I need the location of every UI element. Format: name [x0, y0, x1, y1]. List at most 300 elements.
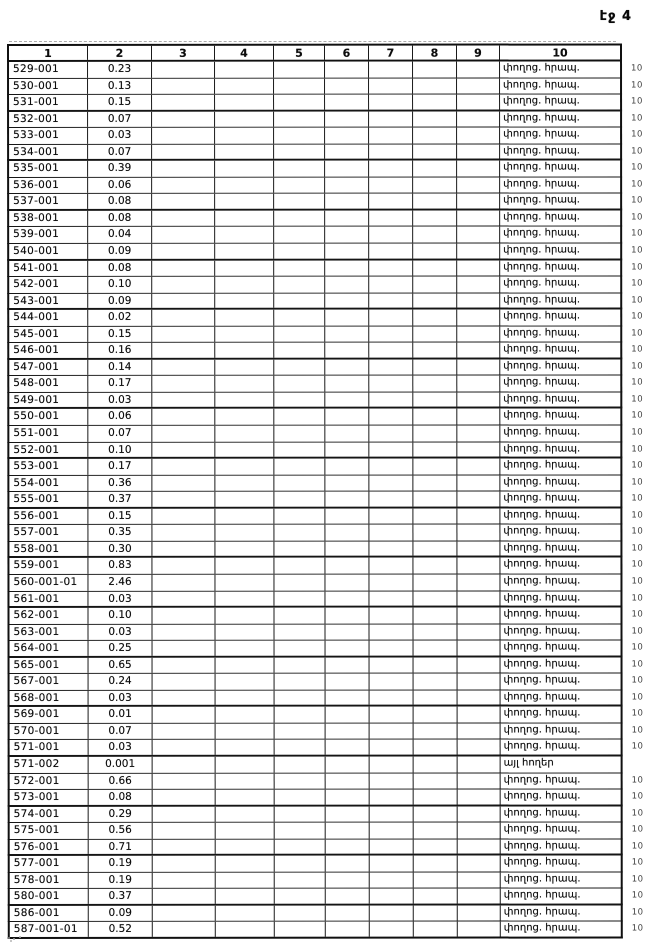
cell-land-category: փողոց. հրապ. [503, 194, 580, 206]
header-cell-2: 2 [88, 46, 152, 60]
cell-empty-4 [215, 260, 274, 276]
cell-land-category: փողոց. հրապ. [503, 509, 581, 521]
margin-note: 10 [631, 741, 644, 752]
cell-empty-6 [326, 839, 370, 854]
cell-empty-8 [414, 856, 458, 872]
table-row [8, 624, 654, 641]
cell-empty-3 [152, 145, 215, 160]
cell-empty-6 [325, 575, 369, 591]
cell-empty-4 [215, 509, 274, 525]
cell-area-value: 0.08 [88, 211, 152, 227]
cell-area-value: 0.01 [89, 707, 153, 723]
cell-parcel-code: 536-001 [9, 178, 88, 194]
table-row [7, 376, 654, 393]
cell-empty-6 [325, 459, 369, 475]
table-row [7, 343, 654, 360]
cell-empty-6 [325, 277, 369, 293]
cell-parcel-code: 532-001 [9, 112, 88, 128]
cell-empty-4 [215, 360, 274, 376]
margin-note: 10 [631, 63, 643, 74]
cell-empty-4 [216, 641, 275, 656]
cell-empty-9 [457, 293, 500, 308]
cell-empty-3 [153, 757, 216, 773]
cell-empty-7 [369, 227, 413, 243]
cell-empty-4 [216, 806, 275, 822]
cell-land-category: փողոց. հրապ. [503, 790, 581, 802]
cell-empty-9 [458, 674, 501, 690]
cell-area-value: 0.71 [89, 840, 153, 855]
cell-empty-4 [216, 674, 275, 690]
cell-empty-6 [325, 227, 369, 243]
cell-empty-7 [370, 757, 414, 773]
table-row [7, 78, 654, 95]
cell-empty-9 [458, 641, 501, 656]
cell-empty-4 [216, 873, 275, 889]
cell-empty-8 [413, 227, 457, 243]
margin-note: 10 [631, 96, 643, 107]
margin-note: 10 [631, 675, 644, 686]
margin-note: 10 [631, 592, 644, 603]
cell-parcel-code: 568-001 [10, 691, 89, 706]
margin-note: 10 [631, 708, 644, 719]
margin-note: 10 [631, 162, 643, 173]
cell-land-category: փողոց. հրապ. [503, 591, 581, 604]
margin-note: 10 [631, 444, 644, 455]
cell-empty-7 [369, 144, 413, 159]
margin-note: 10 [631, 890, 644, 901]
cell-empty-8 [414, 839, 458, 854]
table-row [7, 574, 654, 591]
cell-empty-7 [370, 624, 414, 640]
cell-parcel-code: 561-001 [9, 591, 88, 606]
margin-note: 10 [631, 692, 644, 703]
cell-empty-8 [414, 690, 458, 705]
cell-empty-5 [274, 244, 325, 259]
table-row [7, 61, 654, 78]
cell-empty-7 [370, 773, 414, 789]
cell-parcel-code: 573-001 [10, 790, 89, 805]
cell-empty-4 [216, 790, 275, 805]
cell-empty-8 [413, 177, 457, 193]
cell-empty-7 [370, 740, 414, 755]
cell-area-value: 0.36 [88, 476, 152, 492]
cell-empty-8 [414, 757, 458, 773]
cell-empty-7 [370, 856, 414, 872]
cell-empty-9 [457, 541, 500, 556]
cell-empty-8 [413, 293, 457, 308]
cell-empty-8 [413, 359, 457, 375]
margin-note: 10 [631, 857, 644, 868]
cell-land-category: փողոց. հրապ. [503, 443, 581, 455]
cell-area-value: 0.83 [88, 558, 152, 574]
cell-empty-3 [152, 111, 215, 127]
margin-note: 10 [631, 791, 644, 802]
cell-empty-6 [325, 326, 369, 342]
cell-empty-4 [216, 906, 275, 922]
cell-parcel-code: 558-001 [9, 542, 88, 557]
cell-parcel-code: 548-001 [9, 376, 88, 392]
table-row [7, 161, 654, 178]
cell-empty-5 [274, 95, 325, 110]
table-row [7, 525, 654, 542]
cell-area-value: 0.06 [88, 178, 152, 194]
cell-empty-9 [457, 376, 500, 392]
table-row [7, 144, 654, 161]
cell-parcel-code: 571-002 [10, 757, 89, 773]
cell-empty-5 [275, 906, 326, 922]
cell-empty-6 [325, 62, 369, 78]
cell-empty-3 [152, 608, 215, 624]
cell-empty-8 [414, 740, 458, 755]
cell-empty-5 [275, 624, 326, 640]
cell-empty-9 [457, 161, 500, 177]
cell-empty-5 [274, 144, 325, 159]
cell-empty-5 [274, 575, 325, 591]
cell-empty-8 [413, 194, 457, 209]
cell-empty-8 [414, 674, 458, 690]
margin-note: 10 [631, 344, 644, 355]
cell-empty-6 [325, 310, 369, 326]
cell-empty-5 [274, 178, 325, 194]
cell-empty-4 [215, 194, 274, 209]
table-row [7, 359, 654, 376]
cell-parcel-code: 529-001 [9, 62, 88, 78]
margin-note: 10 [631, 642, 644, 653]
cell-empty-9 [457, 244, 500, 259]
table-row [8, 740, 654, 757]
cell-empty-8 [414, 641, 458, 656]
cell-land-category: փողոց. հրապ. [503, 807, 581, 819]
margin-note: 10 [631, 659, 644, 670]
cell-empty-3 [153, 840, 216, 855]
cell-empty-6 [325, 260, 369, 276]
cell-area-value: 0.23 [88, 62, 152, 78]
cell-empty-8 [413, 260, 457, 276]
cell-area-value: 0.52 [89, 922, 153, 937]
cell-area-value: 0.24 [89, 674, 153, 690]
cell-area-value: 0.25 [89, 641, 153, 656]
header-row [7, 43, 654, 62]
cell-empty-8 [414, 806, 458, 822]
cell-empty-6 [325, 409, 369, 425]
cell-parcel-code: 550-001 [9, 409, 88, 425]
cell-empty-9 [458, 872, 501, 888]
header-cell-9: 9 [457, 46, 500, 60]
cell-land-category: փողոց. հրապ. [503, 294, 581, 306]
cell-empty-6 [326, 922, 370, 937]
cell-empty-7 [369, 575, 413, 591]
table-row [7, 326, 654, 343]
cell-empty-3 [152, 360, 215, 376]
margin-note: 10 [631, 808, 644, 819]
cell-empty-4 [215, 376, 274, 392]
cell-empty-6 [325, 244, 369, 259]
cell-empty-3 [153, 740, 216, 755]
cell-empty-5 [275, 839, 326, 854]
cell-empty-8 [413, 277, 457, 293]
cell-area-value: 0.37 [89, 889, 153, 904]
cell-empty-9 [458, 657, 501, 673]
cell-empty-3 [152, 62, 215, 78]
cell-empty-5 [274, 508, 325, 524]
cell-empty-6 [325, 475, 369, 491]
cell-empty-5 [274, 277, 325, 293]
table-row [8, 641, 654, 658]
cell-empty-3 [152, 260, 215, 276]
cell-land-category: փողոց. հրապ. [503, 922, 581, 935]
cell-area-value: 0.15 [88, 509, 152, 525]
cell-parcel-code: 571-001 [10, 740, 89, 755]
cell-empty-9 [457, 277, 500, 293]
table-row [7, 409, 654, 426]
cell-empty-7 [369, 508, 413, 524]
cell-empty-7 [370, 790, 414, 805]
cell-empty-3 [153, 873, 216, 889]
cell-land-category: փողոց. հրապ. [503, 409, 581, 422]
cell-parcel-code: 540-001 [9, 244, 88, 259]
cell-empty-3 [152, 509, 215, 525]
margin-note: 10 [631, 626, 644, 637]
header-cell-10: 10 [552, 46, 568, 60]
cell-empty-6 [325, 128, 369, 144]
cell-empty-9 [458, 690, 501, 705]
cell-land-category: փողոց. հրապ. [503, 674, 581, 686]
cell-empty-7 [370, 641, 414, 656]
table-row [7, 607, 654, 624]
cell-empty-3 [152, 558, 215, 574]
table-row [8, 872, 654, 889]
cell-parcel-code: 551-001 [9, 426, 88, 442]
table-row [8, 707, 654, 724]
cell-empty-9 [458, 773, 501, 789]
table-row [8, 823, 654, 840]
cell-empty-8 [414, 707, 458, 723]
cell-empty-5 [274, 260, 325, 276]
cell-empty-9 [457, 210, 500, 226]
cell-land-category: փողոց. հրապ. [503, 128, 580, 140]
cell-empty-3 [152, 211, 215, 227]
table-row [8, 756, 654, 773]
cell-area-value: 2.46 [88, 575, 152, 591]
cell-land-category: փողոց. հրապ. [503, 112, 580, 124]
cell-parcel-code: 555-001 [9, 492, 88, 507]
cell-empty-8 [414, 790, 458, 805]
cell-area-value: 0.29 [89, 806, 153, 822]
cell-empty-3 [152, 542, 215, 557]
cell-land-category: փողոց. հրապ. [503, 145, 580, 157]
cell-empty-8 [413, 426, 457, 442]
cell-empty-6 [326, 740, 370, 755]
cell-empty-5 [275, 691, 326, 706]
table-row [8, 674, 654, 691]
cell-area-value: 0.07 [88, 145, 152, 160]
cell-empty-9 [457, 525, 500, 541]
cell-land-category: փողոց. հրապ. [503, 889, 581, 901]
cell-empty-5 [274, 227, 325, 243]
cell-area-value: 0.56 [89, 823, 153, 839]
cell-empty-9 [457, 508, 500, 524]
cell-empty-4 [215, 178, 274, 194]
cell-land-category: փողոց. հրապ. [503, 691, 581, 703]
cell-area-value: 0.03 [89, 624, 153, 640]
margin-note: 10 [631, 195, 643, 206]
cell-empty-3 [152, 178, 215, 194]
cell-empty-3 [152, 409, 215, 425]
cell-land-category: փողոց. հրապ. [503, 658, 581, 670]
cell-empty-4 [215, 343, 274, 358]
margin-note: 10 [631, 427, 644, 438]
cell-empty-7 [369, 475, 413, 491]
margin-note: 10 [631, 841, 644, 852]
header-cell-4: 4 [215, 46, 274, 60]
margin-note: 10 [631, 262, 644, 273]
cell-empty-4 [215, 128, 274, 144]
table-row [7, 425, 654, 442]
cell-parcel-code: 535-001 [9, 161, 88, 177]
cell-empty-3 [152, 194, 215, 209]
cell-empty-9 [457, 591, 500, 606]
cell-area-value: 0.06 [88, 409, 152, 425]
table-row [8, 922, 654, 939]
cell-empty-4 [215, 409, 274, 425]
cell-empty-7 [369, 194, 413, 209]
cell-empty-7 [369, 376, 413, 392]
cell-empty-7 [369, 310, 413, 326]
cell-area-value: 0.65 [89, 658, 153, 674]
cell-parcel-code: 539-001 [9, 227, 88, 243]
cell-empty-9 [457, 177, 500, 193]
table-row [7, 591, 654, 608]
cell-empty-6 [326, 806, 370, 822]
table-row [7, 260, 654, 277]
cell-empty-6 [325, 426, 369, 442]
cell-empty-9 [457, 608, 500, 624]
cell-empty-4 [215, 558, 274, 574]
margin-note: 10 [631, 146, 643, 157]
land-parcel-table [7, 43, 654, 939]
cell-empty-6 [326, 624, 370, 640]
cell-empty-7 [369, 293, 413, 308]
cell-empty-9 [457, 343, 500, 358]
cell-land-category: փողոց. հրապ. [503, 774, 581, 786]
page-number-label: էջ 4 [599, 9, 632, 24]
cell-land-category: փողոց. հրապ. [503, 95, 580, 107]
cell-empty-8 [413, 442, 457, 457]
cell-parcel-code: 547-001 [9, 360, 88, 376]
cell-empty-5 [274, 111, 325, 127]
cell-empty-5 [274, 343, 325, 358]
cell-empty-9 [457, 442, 500, 457]
margin-note: 10 [631, 311, 644, 322]
cell-area-value: 0.15 [88, 95, 152, 110]
cell-empty-6 [326, 674, 370, 690]
cell-empty-5 [274, 376, 325, 392]
table-row [7, 508, 654, 525]
table-row [7, 210, 654, 227]
cell-area-value: 0.04 [88, 227, 152, 243]
cell-empty-6 [325, 343, 369, 358]
table-row [8, 690, 654, 707]
table-row [8, 657, 654, 674]
cell-empty-7 [370, 922, 414, 937]
cell-empty-7 [370, 657, 414, 673]
header-cell-3: 3 [152, 46, 215, 60]
cell-empty-6 [325, 542, 369, 557]
cell-land-category: փողոց. հրապ. [503, 641, 581, 653]
cell-empty-3 [152, 575, 215, 591]
margin-note: 10 [631, 874, 644, 885]
cell-empty-6 [325, 293, 369, 308]
cell-empty-6 [326, 690, 370, 705]
cell-land-category: փողոց. հրապ. [503, 856, 581, 868]
cell-empty-4 [215, 492, 274, 507]
margin-note: 10 [631, 725, 644, 736]
cell-empty-9 [457, 459, 500, 475]
cell-empty-5 [274, 293, 325, 308]
cell-parcel-code: 546-001 [9, 343, 88, 358]
cell-empty-9 [458, 790, 501, 805]
cell-empty-4 [215, 161, 274, 177]
cell-empty-7 [370, 872, 414, 888]
cell-empty-4 [215, 608, 274, 624]
cell-empty-4 [215, 575, 274, 591]
cell-empty-3 [153, 641, 216, 656]
cell-empty-7 [369, 277, 413, 293]
cell-area-value: 0.03 [89, 691, 153, 706]
table-row [7, 95, 654, 112]
cell-empty-4 [216, 922, 275, 937]
cell-empty-3 [152, 475, 215, 491]
cell-empty-5 [274, 525, 325, 541]
margin-note: 10 [631, 774, 644, 785]
cell-empty-3 [153, 790, 216, 805]
cell-empty-6 [325, 558, 369, 574]
cell-empty-5 [275, 806, 326, 822]
cell-parcel-code: 574-001 [10, 807, 89, 823]
cell-area-value: 0.10 [88, 277, 152, 293]
cell-land-category: փողոց. հրապ. [503, 426, 581, 438]
cell-empty-8 [413, 326, 457, 342]
cell-empty-7 [369, 78, 413, 94]
cell-empty-6 [326, 872, 370, 888]
cell-empty-4 [215, 293, 274, 308]
cell-empty-5 [275, 773, 326, 789]
margin-note: 10 [631, 576, 644, 587]
table-row [7, 293, 654, 310]
margin-note: 10 [631, 493, 644, 504]
cell-land-category: փողոց. հրապ. [503, 62, 580, 74]
cell-empty-7 [369, 62, 413, 78]
cell-empty-4 [216, 624, 275, 640]
margin-note: 10 [631, 278, 644, 289]
cell-empty-4 [215, 227, 274, 243]
cell-empty-4 [215, 393, 274, 408]
cell-empty-5 [274, 426, 325, 442]
cell-empty-3 [152, 310, 215, 326]
cell-area-value: 0.30 [88, 542, 152, 557]
cell-empty-6 [326, 823, 370, 839]
cell-empty-8 [414, 657, 458, 673]
table-row [7, 177, 654, 194]
cell-area-value: 0.08 [89, 790, 153, 805]
cell-land-category: այլ հողեր [503, 757, 554, 769]
cell-parcel-code: 563-001 [10, 625, 89, 641]
cell-empty-7 [370, 724, 414, 740]
table-row [8, 889, 654, 906]
cell-empty-9 [457, 95, 500, 110]
cell-empty-3 [153, 707, 216, 723]
cell-empty-7 [369, 359, 413, 375]
